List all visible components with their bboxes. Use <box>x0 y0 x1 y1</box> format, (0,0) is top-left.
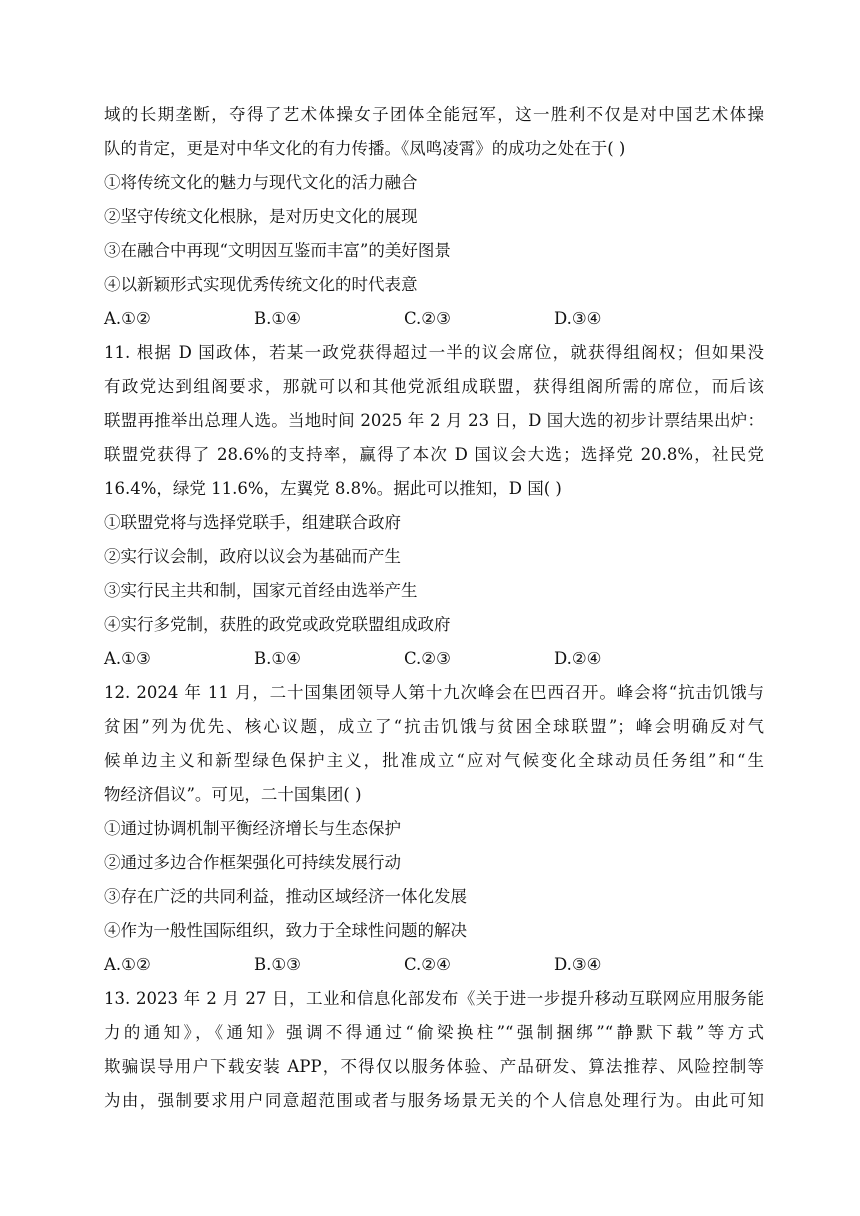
q11-stem-line-5: 16.4%，绿党 11.6%，左翼党 8.8%。据此可以推知，D 国( ) <box>104 479 562 498</box>
q13-stem-line-2: 力的通知》，《通知》强调不得通过“偷梁换柱”“强制捆绑”“静默下载”等方式 <box>104 1023 764 1042</box>
q10-options <box>104 308 764 330</box>
q11-stem-line-1: 11. 根据 D 国政体，若某一政党获得超过一半的议会席位，就获得组阁权；但如果没 <box>104 343 764 362</box>
q12-stem-line-2: 贫困”列为优先、核心议题，成立了“抗击饥饿与贫困全球联盟”；峰会明确反对气 <box>104 717 764 736</box>
q11-statement-1: ①联盟党将与选择党联手，组建联合政府 <box>104 513 401 532</box>
q13-stem-line-4: 为由，强制要求用户同意超范围或者与服务场景无关的个人信息处理行为。由此可知 <box>104 1091 764 1110</box>
q11-stem-line-2: 有政党达到组阁要求，那就可以和其他党派组成联盟，获得组阁所需的席位，而后该 <box>104 377 764 396</box>
q12-stem-line-4: 物经济倡议”。可见，二十国集团( ) <box>104 785 362 804</box>
q10-statement-2: ②坚守传统文化根脉，是对历史文化的展现 <box>104 207 418 226</box>
q10-option-a[interactable]: A.①② <box>104 309 151 328</box>
q11-stem-line-3: 联盟再推举出总理人选。当地时间 2025 年 2 月 23 日，D 国大选的初步计票结果出炉： <box>104 411 764 430</box>
q13-stem-line-1: 13. 2023 年 2 月 27 日，工业和信息化部发布《关于进一步提升移动互联网应用服务能 <box>104 989 764 1008</box>
q10-statement-3: ③在融合中再现“文明因互鉴而丰富”的美好图景 <box>104 241 451 260</box>
q13-stem-line-3: 欺骗误导用户下载安装 APP，不得仅以服务体验、产品研发、算法推荐、风险控制等 <box>104 1057 764 1076</box>
q11-statement-3: ③实行民主共和制，国家元首经由选举产生 <box>104 581 418 600</box>
q11-statement-4: ④实行多党制，获胜的政党或政党联盟组成政府 <box>104 615 451 634</box>
q10-option-d[interactable]: D.③④ <box>554 309 602 328</box>
q12-option-b[interactable]: B.①③ <box>254 955 301 974</box>
q11-options <box>104 648 764 670</box>
q12-statement-1: ①通过协调机制平衡经济增长与生态保护 <box>104 819 401 838</box>
q10-stem-line-2: 队的肯定，更是对中华文化的有力传播。《凤鸣凌霄》的成功之处在于( ) <box>104 139 626 158</box>
q12-statement-3: ③存在广泛的共同利益，推动区域经济一体化发展 <box>104 887 467 906</box>
q11-statement-2: ②实行议会制，政府以议会为基础而产生 <box>104 547 401 566</box>
q10-stem-line-1: 域的长期垄断，夺得了艺术体操女子团体全能冠军，这一胜利不仅是对中国艺术体操 <box>104 105 764 124</box>
q11-option-c[interactable]: C.②③ <box>404 649 451 668</box>
q12-stem-line-3: 候单边主义和新型绿色保护主义，批准成立“应对气候变化全球动员任务组”和“生 <box>104 751 764 770</box>
q12-statement-2: ②通过多边合作框架强化可持续发展行动 <box>104 853 401 872</box>
q10-option-b[interactable]: B.①④ <box>254 309 301 328</box>
q11-option-a[interactable]: A.①③ <box>104 649 151 668</box>
q12-options <box>104 954 764 976</box>
q12-option-a[interactable]: A.①② <box>104 955 151 974</box>
q10-statement-1: ①将传统文化的魅力与现代文化的活力融合 <box>104 173 418 192</box>
q10-option-c[interactable]: C.②③ <box>404 309 451 328</box>
q12-option-d[interactable]: D.③④ <box>554 955 602 974</box>
q11-stem-line-4: 联盟党获得了 28.6%的支持率，赢得了本次 D 国议会大选；选择党 20.8%，社民党 <box>104 445 764 464</box>
q12-option-c[interactable]: C.②④ <box>404 955 451 974</box>
q12-statement-4: ④作为一般性国际组织，致力于全球性问题的解决 <box>104 921 467 940</box>
q10-statement-4: ④以新颖形式实现优秀传统文化的时代表意 <box>104 275 418 294</box>
q11-option-d[interactable]: D.②④ <box>554 649 602 668</box>
q12-stem-line-1: 12. 2024 年 11 月，二十国集团领导人第十九次峰会在巴西召开。峰会将“抗击饥饿与 <box>104 683 764 702</box>
q11-option-b[interactable]: B.①④ <box>254 649 301 668</box>
